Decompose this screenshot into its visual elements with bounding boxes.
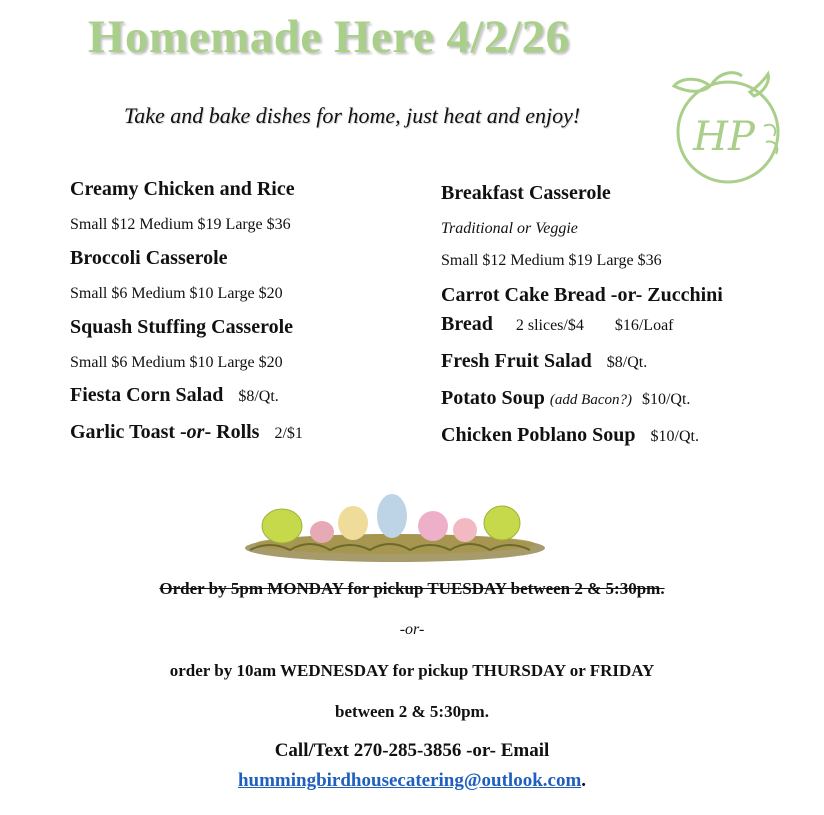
item-carrot-price-slices: 2 slices/$4 [515, 317, 584, 334]
item-squash-name: Squash Stuffing Casserole [70, 316, 294, 338]
email-line [0, 770, 824, 792]
email-link[interactable]: hummingbirdhousecatering@outlook.com [237, 770, 582, 791]
old-order-deadline: Order by 5pm MONDAY for pickup TUESDAY between 2 & 5:30pm. [159, 579, 665, 598]
item-garlic [70, 421, 420, 444]
item-fiesta [70, 384, 420, 407]
item-carrot-name-line2: Bread [441, 313, 493, 335]
hp-logo [668, 66, 794, 192]
item-carrot-name-line1: Carrot Cake Bread -or- Zucchini [441, 284, 723, 306]
menu-right-column [441, 182, 781, 447]
item-breakfast-price: Small $12 Medium $19 Large $36 [441, 252, 662, 269]
email-suffix: . [581, 770, 587, 791]
item-fruit-name: Fresh Fruit Salad [441, 350, 592, 372]
contact-phone-line: Call/Text 270-285-3856 -or- Email [274, 740, 550, 761]
menu-left-column [70, 178, 420, 444]
item-breakfast-name: Breakfast Casserole [441, 182, 611, 204]
item-broccoli-price: Small $6 Medium $10 Large $20 [70, 285, 283, 302]
item-creamy-chicken-price: Small $12 Medium $19 Large $36 [70, 216, 291, 233]
item-garlic-name-a: Garlic Toast - [70, 421, 187, 443]
item-poblano-price: $10/Qt. [650, 428, 699, 445]
page-subtitle: Take and bake dishes for home, just heat and enjoy! [124, 103, 581, 128]
item-potato [441, 387, 781, 410]
or-separator: -or- [399, 621, 425, 638]
pickup-time: between 2 & 5:30pm. [335, 702, 489, 721]
logo-monogram: HP [693, 114, 755, 160]
item-poblano [441, 424, 781, 447]
item-fiesta-price: $8/Qt. [238, 388, 279, 405]
item-poblano-name: Chicken Poblano Soup [441, 424, 636, 446]
item-potato-note: (add Bacon?) [549, 392, 632, 408]
item-potato-name: Potato Soup [441, 387, 545, 409]
item-broccoli-name: Broccoli Casserole [70, 247, 228, 269]
new-order-deadline: order by 10am WEDNESDAY for pickup THURSDAY or FRIDAY [169, 661, 655, 680]
item-breakfast-note: Traditional or Veggie [441, 220, 578, 237]
item-garlic-price: 2/$1 [274, 425, 303, 442]
item-garlic-name-or: or [186, 421, 205, 443]
page-title: Homemade Here 4/2/26 [88, 11, 570, 63]
item-squash-price: Small $6 Medium $10 Large $20 [70, 354, 283, 371]
easter-eggs-image [240, 488, 550, 568]
item-fruit-price: $8/Qt. [606, 354, 648, 371]
item-fiesta-name: Fiesta Corn Salad [70, 384, 224, 406]
item-creamy-chicken-name: Creamy Chicken and Rice [70, 178, 295, 200]
item-potato-price: $10/Qt. [641, 391, 691, 408]
item-carrot-price-loaf: $16/Loaf [614, 317, 674, 334]
item-garlic-name-b: - Rolls [204, 421, 260, 443]
item-fruit [441, 350, 781, 373]
item-carrot-line2 [441, 313, 781, 336]
